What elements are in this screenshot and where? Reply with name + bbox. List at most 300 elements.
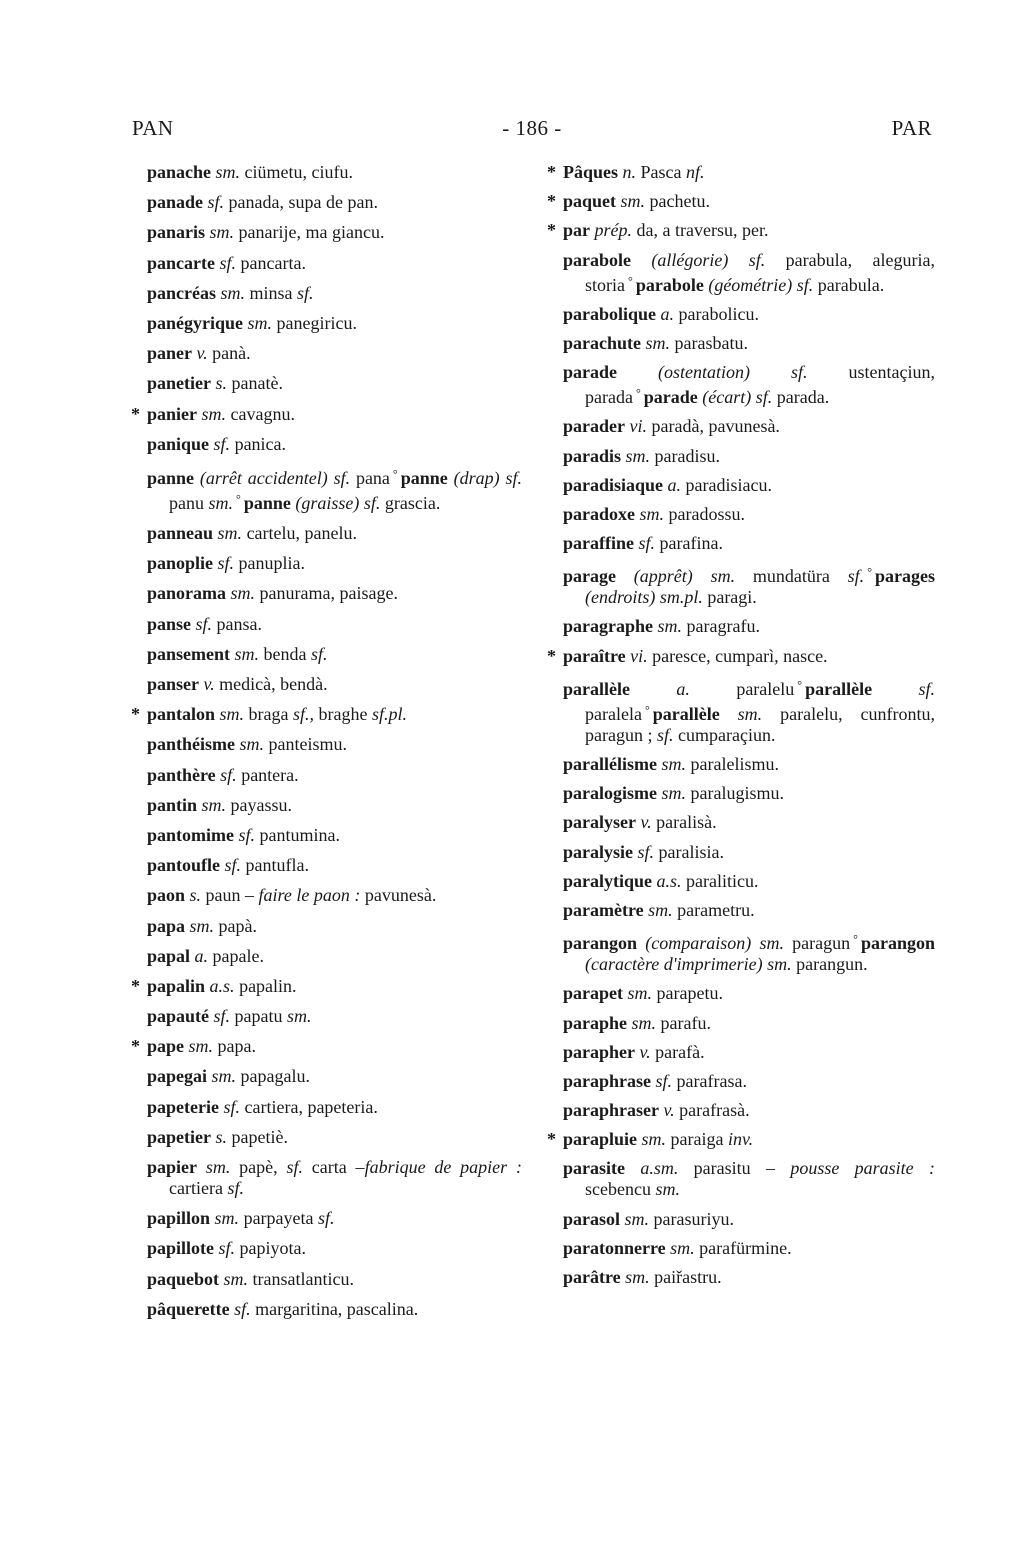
headword: paquebot [147, 1268, 220, 1289]
dictionary-entry [563, 1209, 935, 1230]
headword: papauté [147, 1006, 210, 1027]
grammar-label: sf. [633, 841, 655, 862]
grammar-label: sf. [209, 433, 231, 454]
definition-text: parabula, aleguria, storia [585, 249, 935, 295]
definition-text: pachetu. [645, 191, 710, 212]
grammar-label: n. [618, 162, 637, 182]
asterisk-marker: * [547, 162, 556, 182]
headword: panaris [147, 222, 206, 243]
grammar-label: (comparaison) sm. [637, 933, 784, 954]
grammar-label: sm. [620, 1267, 650, 1287]
definition-text: paun – [201, 885, 259, 906]
dictionary-entry [563, 929, 935, 975]
grammar-label: sm. [620, 1208, 650, 1229]
headword: paraphraser [563, 1100, 659, 1121]
dictionary-entry [147, 825, 522, 846]
grammar-label: sf. [234, 824, 256, 845]
definition-text: papà. [214, 915, 258, 936]
grammar-label: sm. [226, 583, 256, 604]
dictionary-entry [147, 1006, 522, 1027]
dictionary-entry [147, 734, 522, 755]
definition-text: paralelu [689, 678, 795, 699]
headword: par [563, 220, 590, 241]
definition-text: carta – [302, 1157, 365, 1177]
definition-text: papiyota. [235, 1238, 307, 1259]
dictionary-entry [563, 416, 935, 437]
headword: parallèle [805, 678, 873, 699]
headword: paraphe [563, 1012, 628, 1033]
headword: parâtre [563, 1267, 621, 1287]
definition-text: papalin. [234, 975, 297, 996]
headword: parasol [563, 1208, 621, 1229]
grammar-label: fabrique de papier : [364, 1157, 522, 1177]
dictionary-entry [563, 1267, 935, 1288]
headword: panne [243, 492, 291, 513]
definition-text: parpayeta [239, 1208, 319, 1229]
definition-text: ustentaçiun, parada [585, 362, 935, 408]
definition-text: paralelu, cunfrontu, paragun ; [585, 703, 935, 745]
definition-text: parafürmine. [694, 1237, 792, 1258]
headword: parallèle [563, 678, 630, 699]
grammar-label: s. [210, 1126, 227, 1147]
definition-text: papè, [230, 1157, 287, 1177]
grammar-label: sm. [621, 445, 651, 466]
headword: paralytique [563, 870, 653, 891]
definition-text: panatè. [227, 373, 283, 394]
definition-text: papetiè. [227, 1126, 288, 1147]
grammar-label: inv. [728, 1129, 754, 1150]
grammar-label: sf.pl. [372, 704, 408, 725]
grammar-label: sm. [197, 403, 227, 424]
grammar-label: sm. [616, 191, 646, 212]
right-column [547, 162, 936, 1296]
definition-text: parapetu. [652, 983, 723, 1004]
headword: parabole [635, 274, 704, 295]
grammar-label: sm. [243, 312, 273, 333]
grammar-label: pousse parasite : [790, 1158, 935, 1179]
definition-text: pancarta. [236, 252, 306, 273]
grammar-label: a. [663, 474, 682, 495]
dictionary-entry [563, 475, 935, 496]
dictionary-entry [563, 1238, 935, 1259]
grammar-label: sm. [185, 915, 215, 936]
definition-text: papale. [208, 945, 264, 966]
dictionary-entry [147, 614, 522, 635]
grammar-label: (ostentation) sf. [617, 362, 808, 383]
headword: panne [400, 467, 448, 488]
headword: paratonnerre [563, 1237, 666, 1258]
dictionary-entry [563, 1100, 935, 1121]
headword: parapluie [563, 1129, 638, 1150]
dictionary-entry [147, 464, 522, 514]
definition-text: medicà, bendà. [214, 674, 328, 694]
definition-text: parasuriyu. [649, 1208, 735, 1229]
grammar-label: nf. [686, 162, 705, 182]
dictionary-entry [147, 916, 522, 937]
headword: parapher [563, 1041, 635, 1062]
dictionary-entry [563, 1013, 935, 1034]
definition-text: parafrasa. [672, 1070, 747, 1091]
dictionary-entry [131, 704, 522, 725]
grammar-label: sm. [627, 1012, 657, 1033]
grammar-label: sf. [297, 282, 314, 303]
headword: paralogisme [563, 783, 657, 804]
dictionary-entry [547, 220, 935, 241]
definition-text: parabolicu. [674, 303, 759, 324]
definition-text: pavunesà. [360, 885, 437, 906]
grammar-label: sm. [287, 1006, 312, 1027]
dictionary-entry [131, 1036, 522, 1057]
dictionary-entry [563, 871, 935, 892]
headword: panoplie [147, 553, 214, 574]
dictionary-entry [563, 842, 935, 863]
headword: parabolique [563, 303, 657, 324]
definition-text: panegiricu. [272, 312, 357, 333]
grammar-label: sf. [286, 1157, 303, 1177]
grammar-label: (arrêt accidentel) sf. [194, 467, 351, 488]
headword: pancarte [147, 252, 215, 273]
grammar-label: sf. [203, 192, 225, 213]
asterisk-marker: * [547, 645, 556, 666]
grammar-label: sm. [635, 503, 665, 524]
definition-text: braghe [314, 704, 373, 725]
grammar-label: v. [192, 343, 208, 364]
dictionary-entry [147, 1097, 522, 1118]
headword: panégyrique [147, 312, 244, 333]
dictionary-entry [147, 1299, 522, 1320]
headword: paramètre [563, 899, 644, 920]
grammar-label: sm. [230, 643, 260, 664]
definition-text: parasitu – [678, 1158, 791, 1179]
grammar-label: sm. [643, 899, 673, 920]
dictionary-entry [147, 795, 522, 816]
headword: panorama [147, 583, 227, 604]
definition-text: paragi. [702, 587, 757, 608]
dictionary-entry [547, 1129, 935, 1150]
dictionary-entry [147, 1157, 522, 1199]
headword: pancréas [147, 282, 216, 303]
headword: parabole [563, 249, 632, 270]
sense-separator: ° [635, 386, 641, 401]
grammar-label: sf. [656, 724, 674, 745]
grammar-label: prép. [590, 220, 632, 241]
definition-text: paraliticu. [681, 870, 759, 891]
definition-text: parametru. [672, 899, 755, 920]
definition-text: panà. [207, 343, 251, 364]
definition-text: paiřastru. [649, 1267, 722, 1287]
grammar-label: sm. [207, 1066, 237, 1087]
sense-separator: ° [644, 702, 650, 717]
definition-text: payassu. [226, 794, 293, 815]
dictionary-entry [147, 1208, 522, 1229]
dictionary-entry [147, 644, 522, 665]
headword: parader [563, 416, 625, 437]
dictionary-entry [563, 362, 935, 408]
dictionary-entry [563, 675, 935, 746]
dictionary-entry [563, 1158, 935, 1200]
headword: paralyser [563, 812, 636, 833]
grammar-label: sm. [641, 332, 671, 353]
headword: parade [563, 362, 617, 383]
dictionary-entry [563, 562, 935, 608]
grammar-label: (allégorie) sf. [631, 249, 766, 270]
grammar-label: v. [199, 674, 215, 694]
sense-separator: ° [797, 677, 803, 692]
dictionary-entry [563, 250, 935, 296]
asterisk-marker: * [547, 220, 556, 241]
headword: papeterie [147, 1096, 219, 1117]
headword: parachute [563, 332, 641, 353]
definition-text: paragun [783, 933, 851, 954]
dictionary-entry [147, 343, 522, 364]
headword: parasite [563, 1158, 625, 1179]
grammar-label: sf. [191, 613, 213, 634]
grammar-label: sm. [216, 282, 246, 303]
dictionary-entry [563, 333, 935, 354]
definition-text: parafu. [656, 1012, 711, 1033]
grammar-label: sm. [655, 1179, 680, 1200]
headword: pantalon [147, 704, 216, 725]
definition-text: pana [350, 467, 390, 488]
headword: parallèle [652, 703, 720, 724]
dictionary-entry [147, 765, 522, 786]
headword: panade [147, 192, 204, 213]
dictionary-entry [147, 1127, 522, 1148]
grammar-label: a.s. [205, 975, 235, 996]
headword: panthère [147, 764, 216, 785]
headword: panser [147, 674, 200, 694]
dictionary-entry [147, 192, 522, 213]
dictionary-entry [147, 162, 522, 183]
headword: parangon [860, 933, 935, 954]
asterisk-marker: * [131, 1036, 140, 1057]
definition-text: paradossu. [664, 503, 745, 524]
grammar-label: sm. [213, 523, 243, 544]
definition-text: panuplia. [234, 553, 306, 574]
definition-text: papatu [230, 1006, 288, 1027]
definition-text: transatlanticu. [248, 1268, 355, 1289]
left-column [131, 162, 522, 1329]
headword: pantoufle [147, 855, 221, 876]
dictionary-entry [147, 583, 522, 604]
definition-text: pantumina. [255, 824, 340, 845]
definition-text: parafrasà. [674, 1100, 750, 1121]
headword: parapet [563, 983, 623, 1004]
dictionary-entry [147, 253, 522, 274]
dictionary-entry [147, 1269, 522, 1290]
headword: parage [563, 566, 616, 587]
definition-text: cumparaçiun. [673, 724, 776, 745]
definition-text: cartiera, papeteria. [240, 1096, 378, 1117]
grammar-label: sm. [656, 754, 686, 774]
grammar-label: sf. [227, 1178, 244, 1198]
headword: pantomime [147, 824, 234, 845]
asterisk-marker: * [547, 1129, 556, 1150]
asterisk-marker: * [131, 704, 140, 725]
headword: panique [147, 433, 210, 454]
grammar-label: sf. [229, 1298, 251, 1319]
grammar-label: a.sm. [625, 1158, 679, 1179]
dictionary-entry [147, 434, 522, 455]
definition-text: da, a traversu, per. [632, 220, 769, 241]
definition-text: margaritina, pascalina. [250, 1298, 419, 1319]
grammar-label: v. [659, 1100, 675, 1121]
dictionary-entry [563, 1042, 935, 1063]
grammar-label: sf., [293, 704, 315, 725]
grammar-label: faire le paon : [258, 885, 361, 906]
headword: paradisiaque [563, 474, 664, 495]
grammar-label: s. [210, 373, 227, 394]
definition-text: cavagnu. [226, 403, 295, 424]
headword: pâquerette [147, 1298, 230, 1319]
dictionary-entry [147, 946, 522, 967]
dictionary-entry [147, 674, 522, 695]
definition-text: panteismu. [264, 734, 348, 755]
dictionary-entry [547, 645, 935, 667]
grammar-label: (écart) sf. [697, 387, 773, 408]
headword: panier [147, 403, 198, 424]
asterisk-marker: * [547, 191, 556, 212]
dictionary-entry [563, 754, 935, 775]
sense-separator: ° [853, 932, 858, 947]
grammar-label: sf. [209, 1006, 231, 1027]
grammar-label: sf. [872, 678, 936, 699]
headword: paon [147, 885, 186, 906]
definition-text: paradisiacu. [681, 474, 772, 495]
grammar-label: sm. [235, 734, 265, 755]
grammar-label: sm. [657, 783, 687, 804]
headword: parangon [563, 933, 638, 954]
definition-text: paralisia. [654, 841, 724, 862]
headword: papegai [147, 1066, 208, 1087]
dictionary-entry [147, 373, 522, 394]
definition-text: parafà. [650, 1041, 705, 1062]
headword: paraffine [563, 533, 634, 554]
definition-text: parada. [772, 387, 830, 408]
grammar-label: (géométrie) sf. [703, 274, 814, 295]
definition-text: grascia. [380, 492, 441, 513]
definition-text: pansa. [212, 613, 263, 634]
definition-text: cartelu, panelu. [242, 523, 358, 544]
headword: pape [147, 1036, 185, 1057]
grammar-label: vi. [625, 645, 648, 666]
sense-separator: ° [236, 491, 241, 506]
headword: parallélisme [563, 754, 657, 774]
grammar-label: a. [656, 303, 675, 324]
grammar-label: a. [190, 945, 209, 966]
definition-text: parabula. [813, 274, 885, 295]
definition-text: benda [259, 643, 312, 664]
grammar-label: a.s. [652, 870, 682, 891]
definition-text: parafina. [655, 533, 723, 554]
headword: papal [147, 945, 191, 966]
grammar-label: (apprêt) sm. [616, 566, 736, 587]
grammar-label: sf. [215, 764, 237, 785]
dictionary-entry [563, 983, 935, 1004]
dictionary-entry [563, 533, 935, 554]
definition-text: panica. [230, 433, 287, 454]
definition-text: paradisu. [650, 445, 721, 466]
dictionary-entry [563, 812, 935, 833]
grammar-label: sm. [215, 704, 245, 725]
dictionary-entry [147, 885, 522, 906]
dictionary-entry [147, 523, 522, 544]
headword: parages [875, 566, 935, 587]
headword: pantin [147, 794, 198, 815]
grammar-label: sm. [653, 616, 683, 637]
headword: papillote [147, 1238, 215, 1259]
definition-text: ciümetu, ciufu. [240, 162, 353, 182]
grammar-label: (graisse) sf. [290, 492, 381, 513]
dictionary-entry [147, 553, 522, 574]
grammar-label: sm. [197, 794, 227, 815]
grammar-label: sm. [211, 162, 241, 182]
definition-text: panu [169, 492, 209, 513]
definition-text: cartiera [169, 1178, 228, 1198]
definition-text: panada, supa de pan. [224, 192, 378, 213]
definition-text: paradà, pavunesà. [647, 416, 780, 437]
page-number: - 186 - [502, 116, 562, 140]
definition-text: paralisà. [651, 812, 717, 833]
grammar-label: v. [635, 812, 652, 833]
grammar-label: sm. [197, 1157, 231, 1177]
definition-text: paragrafu. [682, 616, 760, 637]
definition-text: Pasca [636, 162, 686, 182]
grammar-label: sf. [318, 1208, 335, 1229]
grammar-label: sf. [847, 566, 865, 587]
definition-text: pantufla. [241, 855, 310, 876]
grammar-label: (caractère d'imprimerie) sm. [585, 954, 792, 975]
grammar-label: sm. [623, 983, 653, 1004]
grammar-label: sf. [218, 1096, 240, 1117]
grammar-label: s. [185, 885, 202, 906]
page-header [132, 116, 932, 148]
grammar-label: sm. [208, 492, 234, 513]
definition-text: panurama, paisage. [255, 583, 398, 604]
headword: papetier [147, 1126, 211, 1147]
headword: paradoxe [563, 503, 635, 524]
headword: panthéisme [147, 734, 236, 755]
dictionary-entry [563, 783, 935, 804]
dictionary-entry [563, 446, 935, 467]
definition-text: parasbatu. [670, 332, 748, 353]
grammar-label: sm. [719, 703, 763, 724]
grammar-label: v. [635, 1041, 651, 1062]
headword: paraître [563, 645, 626, 666]
dictionary-entry [131, 403, 522, 425]
dictionary-entry [147, 855, 522, 876]
definition-text: paraiga [666, 1129, 728, 1150]
grammar-label: sf. [214, 1238, 236, 1259]
dictionary-entry [147, 283, 522, 304]
header-left-guideword: PAN [132, 116, 174, 140]
definition-text: paresce, cumparì, nasce. [647, 645, 828, 666]
sense-separator: ° [392, 466, 398, 481]
headword: panse [147, 613, 192, 634]
asterisk-marker: * [131, 975, 140, 996]
dictionary-entry [563, 304, 935, 325]
dictionary-entry [147, 1066, 522, 1087]
definition-text: minsa [245, 282, 298, 303]
headword: paradis [563, 445, 622, 466]
headword: paralysie [563, 841, 633, 862]
definition-text: mundatüra [735, 566, 848, 587]
grammar-label: sm. [184, 1036, 214, 1057]
headword: panetier [147, 373, 211, 394]
headword: papalin [147, 975, 206, 996]
definition-text: paralelismu. [686, 754, 779, 774]
grammar-label: (drap) sf. [447, 467, 522, 488]
